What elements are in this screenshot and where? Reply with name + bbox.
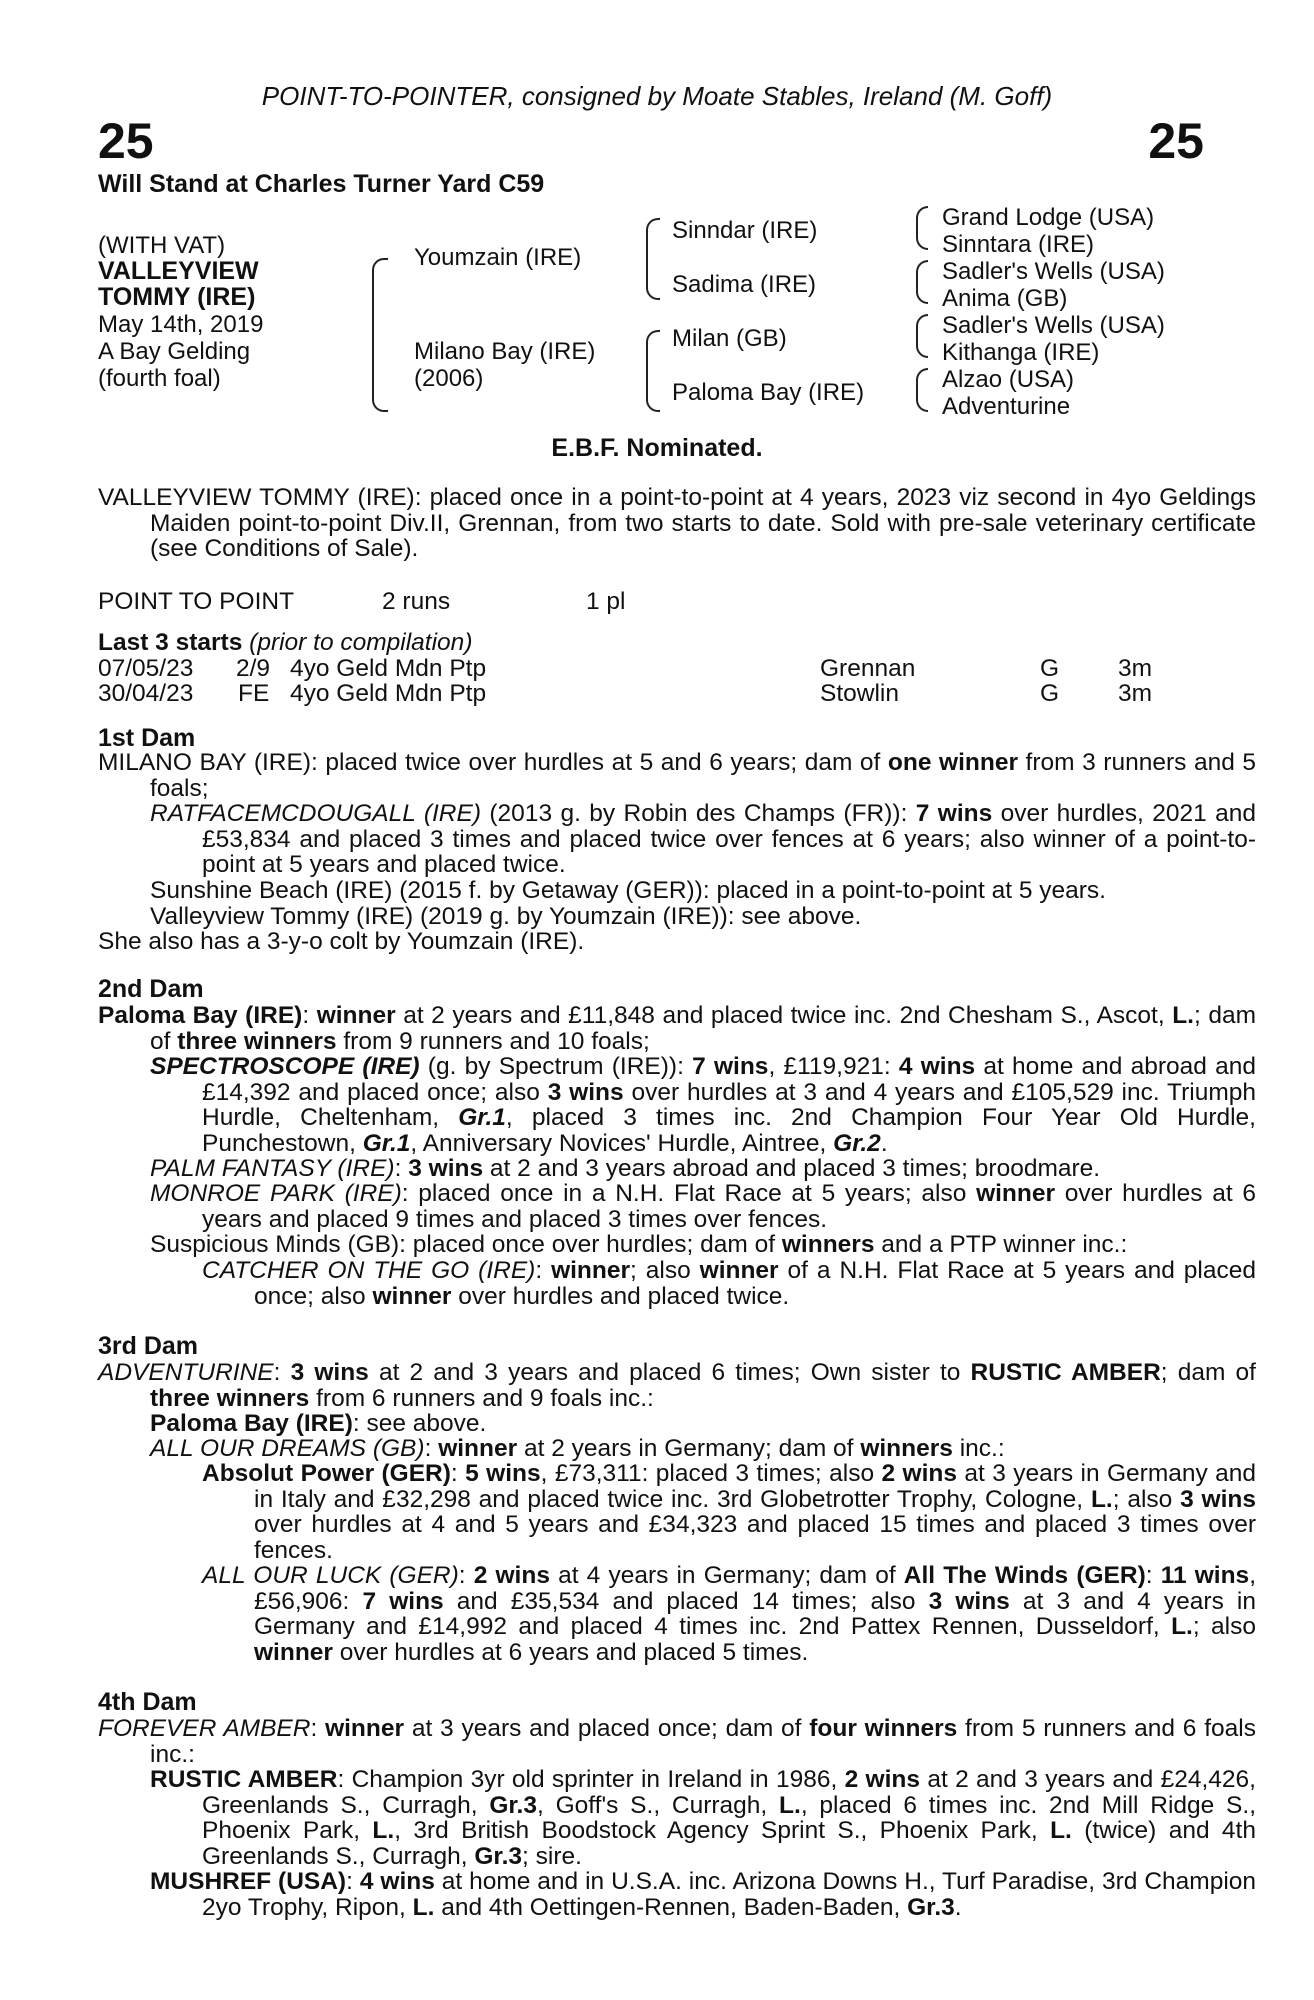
horse-description: A Bay Gelding	[98, 338, 251, 365]
bracket-gen1	[372, 258, 388, 412]
text: , Goff's S., Curragh,	[537, 1791, 780, 1819]
ptp-runs: 2 runs	[382, 588, 451, 615]
dam3-grandproduce-1	[202, 1461, 1256, 1563]
text-bold: 4 wins	[898, 1053, 976, 1080]
text: over hurdles at 4 and 5 years and £34,323 and placed 15 times and placed 3 times over fences.	[254, 1511, 1256, 1564]
last3-title: Last 3 starts	[98, 629, 243, 656]
dam1-produce-3: Valleyview Tommy (IRE) (2019 g. by Youmzain (IRE)): see above.	[150, 903, 862, 930]
horse-dob: May 14th, 2019	[98, 311, 264, 338]
bracket-sd	[916, 260, 928, 304]
text: from 3 runners and 5 foals;	[150, 749, 1257, 802]
text: (twice) and 4th Greenlands S., Curragh,	[202, 1817, 1256, 1870]
dam-year: (2006)	[414, 365, 484, 392]
text-bold: winner	[976, 1180, 1056, 1207]
text-bold: 2 wins	[473, 1562, 550, 1589]
text: :	[424, 1435, 439, 1462]
text-bold: Paloma Bay (IRE)	[98, 1002, 303, 1029]
text-bold: Gr.3	[489, 1791, 537, 1819]
text-bold: MUSHREF (USA)	[150, 1868, 347, 1895]
text: (2013 g. by Robin des Champs (FR)):	[481, 800, 916, 827]
dam-sire: Milan (GB)	[672, 325, 787, 352]
text: over hurdles at 6 years and placed 9 times and placed 3 times over fences.	[202, 1180, 1257, 1233]
text: : see above.	[352, 1410, 487, 1437]
text: at 2 and 3 years abroad and placed 3 times; broodmare.	[483, 1155, 1101, 1182]
text-bold-italic: Gr.1	[458, 1104, 506, 1132]
text: and £35,534 and placed 14 times; also	[443, 1587, 929, 1615]
dam2-grandproduce-1	[202, 1258, 1256, 1309]
bracket-sire	[646, 218, 660, 300]
dam1-note: She also has a 3-y-o colt by Youmzain (IRE).	[98, 928, 585, 955]
sire-dam-dam: Anima (GB)	[942, 285, 1068, 312]
text-italic: PALM FANTASY (IRE)	[150, 1155, 395, 1182]
dam4-produce-2	[150, 1869, 1256, 1920]
text-bold: L.	[1171, 1613, 1193, 1641]
sire: Youmzain (IRE)	[414, 244, 582, 271]
summary-horse-name: VALLEYVIEW TOMMY (IRE)	[98, 484, 415, 511]
text-bold-italic: Gr.1	[362, 1129, 411, 1157]
horse-foal: (fourth foal)	[98, 365, 221, 392]
text: over hurdles, 2021 and £53,834 and placed 3 times and placed twice over fences at 6 years; also winner of a point-to-point at 5 years and placed twice.	[202, 800, 1256, 879]
dam3-produce-2	[150, 1436, 1005, 1462]
dam-dam-sire: Alzao (USA)	[942, 366, 1075, 393]
dam-dam-dam: Adventurine	[942, 393, 1071, 420]
text: at 4 years in Germany; dam of	[549, 1562, 904, 1589]
text-bold: 3 wins	[928, 1587, 1010, 1615]
text-bold: four winners	[809, 1715, 958, 1742]
text-bold: RUSTIC AMBER	[970, 1359, 1161, 1386]
horse-summary	[98, 485, 1256, 562]
ebf-nominated: E.B.F. Nominated.	[551, 434, 763, 462]
text: at 3 years in Germany and in Italy and £32,298 and placed twice inc. 3rd Globetrotter Trophy, Cologne,	[254, 1460, 1257, 1513]
dam2-heading: 2nd Dam	[98, 975, 204, 1003]
text: at 2 years and £11,848 and placed twice inc. 2nd Chesham S., Ascot,	[395, 1002, 1173, 1029]
text-italic: FOREVER AMBER	[98, 1715, 311, 1742]
text: (g. by Spectrum (IRE)):	[419, 1053, 693, 1080]
consignment-line: POINT-TO-POINTER, consigned by Moate Stables, Ireland (M. Goff)	[261, 81, 1053, 111]
bracket-ss	[916, 206, 928, 250]
text: :	[302, 1002, 317, 1029]
text: , £73,311: placed 3 times; also	[540, 1460, 882, 1487]
text-bold: L.	[1172, 1002, 1194, 1029]
text: , placed 3 times inc. 2nd Champion Four Year Old Hurdle, Punchestown,	[202, 1104, 1256, 1157]
sire-sire-sire: Grand Lodge (USA)	[942, 204, 1155, 231]
dam-sire-dam: Kithanga (IRE)	[942, 339, 1100, 366]
text: inc.:	[952, 1435, 1005, 1462]
dam3-heading: 3rd Dam	[98, 1332, 199, 1360]
text: , £56,906:	[254, 1562, 1256, 1615]
text-bold: three winners	[177, 1027, 337, 1055]
horse-name-line1: VALLEYVIEW	[98, 257, 259, 285]
text: : placed once in a N.H. Flat Race at 5 years; also	[401, 1180, 977, 1207]
text: at 2 and 3 years and £24,426, Greenlands S., Curragh,	[202, 1766, 1256, 1819]
text-italic: ALL OUR DREAMS (GB)	[150, 1435, 425, 1462]
text-italic: MONROE PARK (IRE)	[150, 1180, 402, 1207]
text-bold: 7 wins	[915, 800, 993, 827]
text-bold: winners	[781, 1231, 875, 1258]
start-distance: 3m	[1118, 680, 1153, 707]
text-bold: 11 wins	[1160, 1562, 1250, 1589]
text-bold: three winners	[150, 1384, 310, 1412]
text-italic: ADVENTURINE	[98, 1359, 274, 1386]
text-bold: Absolut Power (GER)	[202, 1460, 451, 1487]
text-bold: 3 wins	[1180, 1485, 1256, 1513]
text-bold: RUSTIC AMBER	[150, 1766, 338, 1793]
text-bold: 2 wins	[844, 1766, 921, 1793]
text-bold: 5 wins	[465, 1460, 541, 1487]
ptp-placed: 1 pl	[586, 588, 626, 615]
start-going: G	[1040, 655, 1060, 682]
text: at 3 and 4 years in Germany and £14,992 and placed 4 times inc. 2nd Pattex Rennen, Dusseldorf,	[254, 1587, 1257, 1641]
text: and 4th Oettingen-Rennen, Baden-Baden,	[434, 1893, 908, 1921]
bracket-dd	[916, 368, 928, 412]
dam4-produce-1	[150, 1767, 1256, 1869]
text-bold: one winner	[887, 749, 1018, 776]
text: at home and abroad and £14,392 and placed once; also	[202, 1053, 1257, 1106]
sire-sire: Sinndar (IRE)	[672, 217, 818, 244]
bracket-dam	[646, 330, 660, 412]
last3-note: (prior to compilation)	[249, 629, 473, 656]
dam-dam: Paloma Bay (IRE)	[672, 379, 865, 406]
text: :	[535, 1257, 552, 1284]
text: : Champion 3yr old sprinter in Ireland in 1986,	[337, 1766, 845, 1793]
dam4-profile	[98, 1716, 1256, 1767]
dam: Milano Bay (IRE)	[414, 338, 596, 365]
text: .	[880, 1129, 888, 1157]
start-distance: 3m	[1118, 655, 1153, 682]
dam3-grandproduce-2	[202, 1563, 1256, 1665]
summary-text: : placed once in a point-to-point at 4 years, 2023 viz second in 4yo Geldings Maiden point-to-point Div.II, Grennan, from two starts to date. Sold with pre-sale veterinary certificate (see Conditions of Sale).	[150, 484, 1256, 563]
text-bold: 3 wins	[408, 1155, 484, 1182]
text-bold: winner	[316, 1002, 396, 1029]
sire-sire-dam: Sinntara (IRE)	[942, 231, 1095, 258]
text-bold: L.	[412, 1893, 435, 1921]
lot-number-left: 25	[98, 113, 154, 169]
dam2-profile	[98, 1003, 1256, 1054]
text-bold: Gr.3	[474, 1842, 523, 1870]
text: from 5 runners and 6 foals inc.:	[150, 1715, 1256, 1768]
text: :	[458, 1562, 474, 1589]
text: , £119,921:	[768, 1053, 899, 1080]
text-bold: L.	[372, 1817, 395, 1845]
text-bold: 7 wins	[362, 1587, 444, 1615]
text: :	[450, 1460, 466, 1487]
text-bold: 3 wins	[290, 1359, 369, 1386]
text: ; also	[1192, 1613, 1256, 1641]
start-position: FE	[238, 680, 270, 707]
lot-number-right: 25	[1148, 113, 1204, 169]
text-bold: 7 wins	[692, 1053, 769, 1080]
text: ; dam of	[1160, 1359, 1256, 1386]
text: ; dam of	[150, 1002, 1256, 1055]
text: over hurdles at 6 years and placed 5 times.	[332, 1638, 809, 1666]
vat-note: (WITH VAT)	[98, 232, 226, 259]
text: , 3rd British Boodstock Agency Sprint S., Phoenix Park,	[394, 1817, 1051, 1845]
dam3-produce-1	[150, 1411, 486, 1437]
text-bold: winner	[372, 1282, 452, 1310]
text: and a PTP winner inc.:	[874, 1231, 1128, 1258]
text: at 3 years and placed once; dam of	[404, 1715, 810, 1742]
stand-location: Will Stand at Charles Turner Yard C59	[98, 170, 545, 198]
dam-sire-sire: Sadler's Wells (USA)	[942, 312, 1165, 339]
text-bold-italic: Gr.2	[833, 1129, 881, 1157]
text-bold: winner	[699, 1257, 779, 1284]
text: :	[394, 1155, 409, 1182]
text-bold: 3 wins	[547, 1078, 624, 1106]
text-bold-italic: SPECTROSCOPE (IRE)	[150, 1053, 420, 1080]
text: of a N.H. Flat Race at 5 years and placed once; also	[254, 1257, 1256, 1310]
dam1-heading: 1st Dam	[98, 724, 196, 752]
text: at home and in U.S.A. inc. Arizona Downs H., Turf Paradise, 3rd Champion 2yo Trophy, Ripon,	[202, 1868, 1257, 1921]
text-bold: winner	[551, 1257, 631, 1284]
dam4-heading: 4th Dam	[98, 1688, 197, 1716]
text: Suspicious Minds (GB): placed once over hurdles; dam of	[150, 1231, 782, 1258]
text: ; also	[1112, 1485, 1181, 1513]
start-position: 2/9	[236, 655, 271, 682]
text-bold: All The Winds (GER)	[903, 1562, 1146, 1589]
dam2-produce-1	[150, 1054, 1256, 1156]
text-bold: Gr.3	[907, 1893, 955, 1921]
start-going: G	[1040, 680, 1060, 707]
text-italic: CATCHER ON THE GO (IRE)	[202, 1257, 536, 1284]
text: over hurdles and placed twice.	[451, 1282, 790, 1310]
start-race: 4yo Geld Mdn Ptp	[290, 680, 487, 707]
text-bold: winner	[325, 1715, 405, 1742]
text: at 2 years in Germany; dam of	[517, 1435, 861, 1462]
text: , placed 6 times inc. 2nd Mill Ridge S., Phoenix Park,	[202, 1791, 1257, 1845]
text: MILANO BAY (IRE): placed twice over hurdles at 5 and 6 years; dam of	[98, 749, 888, 776]
sire-dam: Sadima (IRE)	[672, 271, 817, 298]
dam1-profile	[98, 750, 1256, 801]
text-bold: Paloma Bay (IRE)	[150, 1410, 353, 1437]
text-italic: ALL OUR LUCK (GER)	[202, 1562, 459, 1589]
text: ; also	[630, 1257, 700, 1284]
start-course: Stowlin	[820, 680, 899, 707]
start-date: 07/05/23	[98, 655, 194, 682]
text: :	[1145, 1562, 1161, 1589]
text: :	[346, 1868, 360, 1895]
start-date: 30/04/23	[98, 680, 194, 707]
ptp-label: POINT TO POINT	[98, 588, 295, 615]
text-bold: L.	[1090, 1485, 1113, 1513]
text: at 2 and 3 years and placed 6 times; Own sister to	[368, 1359, 971, 1386]
text-bold: 2 wins	[881, 1460, 957, 1487]
text: , Anniversary Novices' Hurdle, Aintree,	[410, 1129, 834, 1157]
text: :	[310, 1715, 326, 1742]
start-race: 4yo Geld Mdn Ptp	[290, 655, 487, 682]
text-italic: RATFACEMCDOUGALL (IRE)	[150, 800, 482, 827]
last3-heading	[98, 630, 472, 656]
dam3-profile	[98, 1360, 1256, 1411]
text-bold: winner	[254, 1638, 333, 1666]
text: from 9 runners and 10 foals;	[336, 1027, 650, 1055]
dam2-produce-2	[150, 1156, 1256, 1182]
text: :	[273, 1359, 291, 1386]
text-bold: L.	[1050, 1817, 1072, 1845]
text-bold: L.	[779, 1791, 801, 1819]
text: over hurdles at 3 and 4 years and £105,529 inc. Triumph Hurdle, Cheltenham,	[202, 1078, 1256, 1132]
text: ; sire.	[522, 1842, 582, 1870]
text: from 6 runners and 9 foals inc.:	[309, 1384, 654, 1412]
text: .	[954, 1893, 962, 1921]
horse-name-line2: TOMMY (IRE)	[98, 283, 256, 311]
bracket-ds	[916, 314, 928, 358]
sire-dam-sire: Sadler's Wells (USA)	[942, 258, 1165, 285]
start-course: Grennan	[820, 655, 916, 682]
dam1-produce-1	[150, 801, 1256, 878]
dam2-produce-3	[150, 1181, 1256, 1232]
text-bold: winner	[438, 1435, 518, 1462]
text-bold: 4 wins	[359, 1868, 435, 1895]
dam2-produce-4	[150, 1232, 1204, 1258]
text-bold: winners	[860, 1435, 953, 1462]
dam1-produce-2: Sunshine Beach (IRE) (2015 f. by Getaway (GER)): placed in a point-to-point at 5 years.	[150, 877, 1106, 904]
